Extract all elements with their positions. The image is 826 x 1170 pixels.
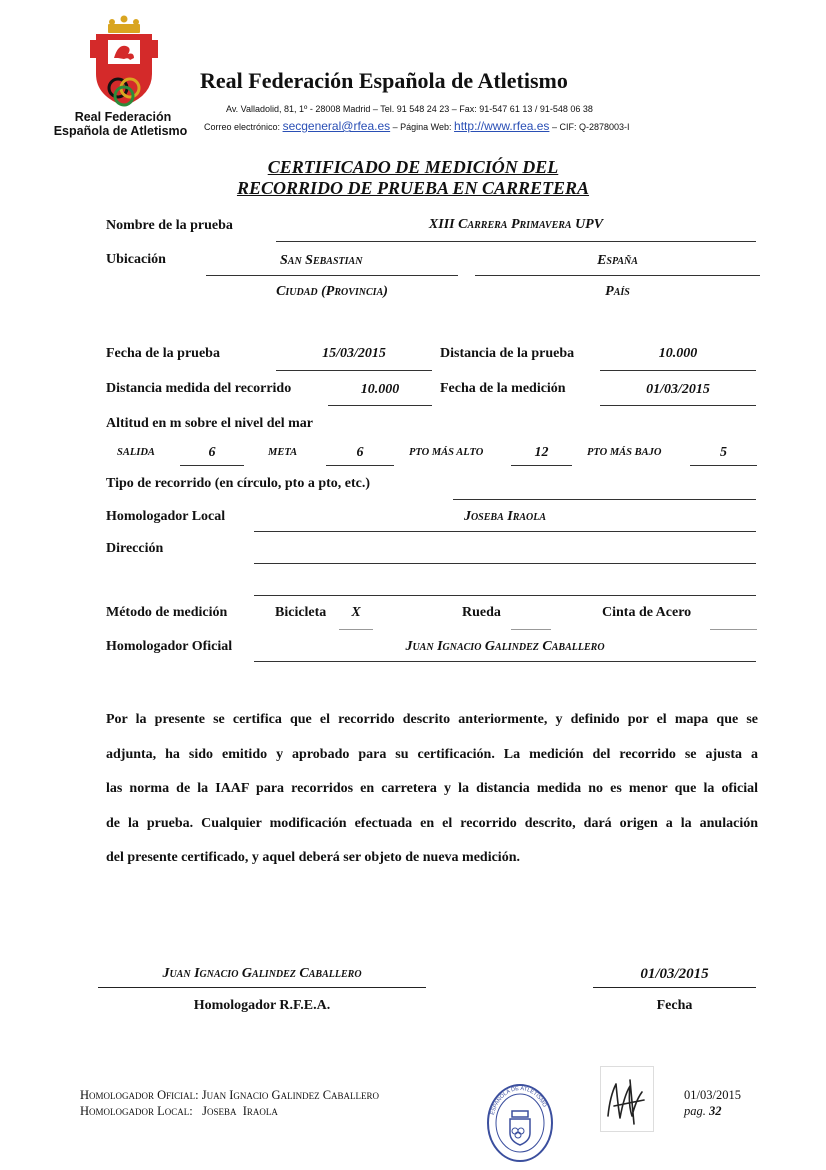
homologador-local-label: Homologador Local (106, 509, 226, 524)
meta-underline (326, 465, 394, 466)
fecha-medicion-value: 01/03/2015 (646, 382, 710, 397)
certification-line: Por la presente se certifica que el recorrido descrito anteriormente, y definido por el mapa que se (106, 712, 758, 727)
direccion-underline-2 (254, 595, 756, 596)
fecha-medicion-label: Fecha de la medición (440, 381, 566, 396)
certification-text (106, 710, 758, 883)
certification-line: de la prueba. Cualquier modificación efectuada en el recorrido descrito, dará origen a la anulación (106, 815, 758, 831)
pto-bajo-label: PTO MÁS BAJO (587, 447, 662, 458)
title-line2: RECORRIDO DE PRUEBA EN CARRETERA (236, 178, 590, 198)
ciudad-value: San Sebastian (280, 253, 363, 268)
distancia-medida-label: Distancia medida del recorrido (106, 381, 292, 396)
footer-oficial: Homologador Oficial: Juan Ignacio Galindez Caballero (80, 1088, 380, 1102)
direccion-label: Dirección (106, 541, 164, 556)
fecha-prueba-label: Fecha de la prueba (106, 346, 220, 361)
logo-text-line2: Española de Atletismo (53, 124, 188, 138)
homologador-oficial-value: Juan Ignacio Galindez Caballero (405, 639, 605, 654)
distancia-prueba-value: 10.000 (658, 346, 698, 361)
altitud-label: Altitud en m sobre el nivel del mar (106, 416, 314, 431)
signature-date-underline (593, 987, 756, 988)
pto-alto-value: 12 (534, 445, 549, 460)
handwritten-signature (600, 1066, 654, 1132)
title-line1: CERTIFICADO DE MEDICIÓN DEL (267, 157, 559, 177)
header-address: Av. Valladolid, 81, 1º - 28008 Madrid – Tel. 91 548 24 23 – Fax: 91-547 61 13 / 91-548 06 38 (226, 104, 593, 114)
homologador-local-value: Joseba Iraola (463, 509, 547, 524)
stamp-text: ESPAÑOLA DE ATLETISMO (489, 1085, 548, 1116)
signature-date-caption: Fecha (656, 998, 693, 1013)
nombre-label: Nombre de la prueba (106, 218, 233, 233)
signature-name: Juan Ignacio Galindez Caballero (162, 966, 362, 981)
homologador-oficial-label: Homologador Oficial (106, 639, 233, 654)
metodo-label: Método de medición (106, 605, 228, 620)
bicicleta-underline (339, 629, 373, 630)
pto-bajo-underline (690, 465, 757, 466)
pais-caption: País (605, 284, 630, 299)
certification-line: las norma de la IAAF para recorridos en carretera y la distancia medida no es menor que la oficial (106, 781, 758, 796)
pais-underline (475, 275, 760, 276)
homologador-local-underline (254, 531, 756, 532)
homologador-oficial-underline (254, 661, 756, 662)
email-link[interactable]: secgeneral@rfea.es (282, 119, 391, 133)
rueda-label: Rueda (462, 605, 501, 620)
pto-alto-label: PTO MÁS ALTO (409, 447, 484, 458)
signature-name-caption: Homologador R.F.E.A. (193, 998, 331, 1013)
fecha-prueba-value: 15/03/2015 (322, 346, 386, 361)
official-stamp (485, 1081, 555, 1165)
certification-line: del presente certificado, y aquel deberá ser objeto de nueva medición. (106, 850, 520, 865)
page-label: pag. (684, 1104, 706, 1118)
org-name: Real Federación Española de Atletismo (200, 68, 568, 93)
fecha-medicion-underline (600, 405, 756, 406)
distancia-prueba-underline (600, 370, 756, 371)
bicicleta-label: Bicicleta (275, 605, 327, 620)
web-link[interactable]: http://www.rfea.es (454, 119, 550, 133)
meta-value: 6 (356, 445, 364, 460)
cif-text: – CIF: Q-2878003-I (551, 122, 630, 132)
tipo-underline (453, 499, 756, 500)
salida-value: 6 (208, 445, 216, 460)
header-contact (204, 119, 629, 133)
page-number: 32 (709, 1104, 722, 1118)
certification-line: adjunta, ha sido emitido y aprobado para su certificación. La medición del recorrido se ajusta a (106, 746, 758, 762)
logo-text-line1: Real Federación (74, 110, 172, 124)
meta-label: META (268, 447, 298, 458)
cinta-label: Cinta de Acero (602, 605, 692, 620)
signature-name-underline (98, 987, 426, 988)
bicicleta-value: X (351, 605, 361, 620)
email-label: Correo electrónico: (204, 122, 281, 132)
distancia-prueba-label: Distancia de la prueba (440, 346, 575, 361)
salida-underline (180, 465, 244, 466)
pais-value: España (597, 253, 638, 268)
ubicacion-label: Ubicación (106, 252, 166, 267)
signature-date: 01/03/2015 (640, 966, 709, 982)
cinta-underline (710, 629, 757, 630)
nombre-value: XIII Carrera Primavera UPV (428, 217, 604, 232)
pto-alto-underline (511, 465, 572, 466)
ciudad-caption: Ciudad (Provincia) (276, 284, 388, 299)
web-label: – Página Web: (392, 122, 452, 132)
pto-bajo-value: 5 (720, 445, 727, 460)
nombre-underline (276, 241, 756, 242)
logo (84, 14, 164, 118)
tipo-label: Tipo de recorrido (en círculo, pto a pto, etc.) (106, 476, 371, 491)
rueda-underline (511, 629, 551, 630)
footer-page (684, 1104, 722, 1119)
distancia-medida-value: 10.000 (360, 382, 400, 397)
salida-label: SALIDA (117, 447, 155, 458)
footer-date: 01/03/2015 (684, 1088, 741, 1102)
distancia-medida-underline (328, 405, 432, 406)
ciudad-underline (206, 275, 458, 276)
footer-local: Homologador Local: Joseba Iraola (80, 1104, 278, 1118)
fecha-prueba-underline (276, 370, 432, 371)
direccion-underline-1 (254, 563, 756, 564)
